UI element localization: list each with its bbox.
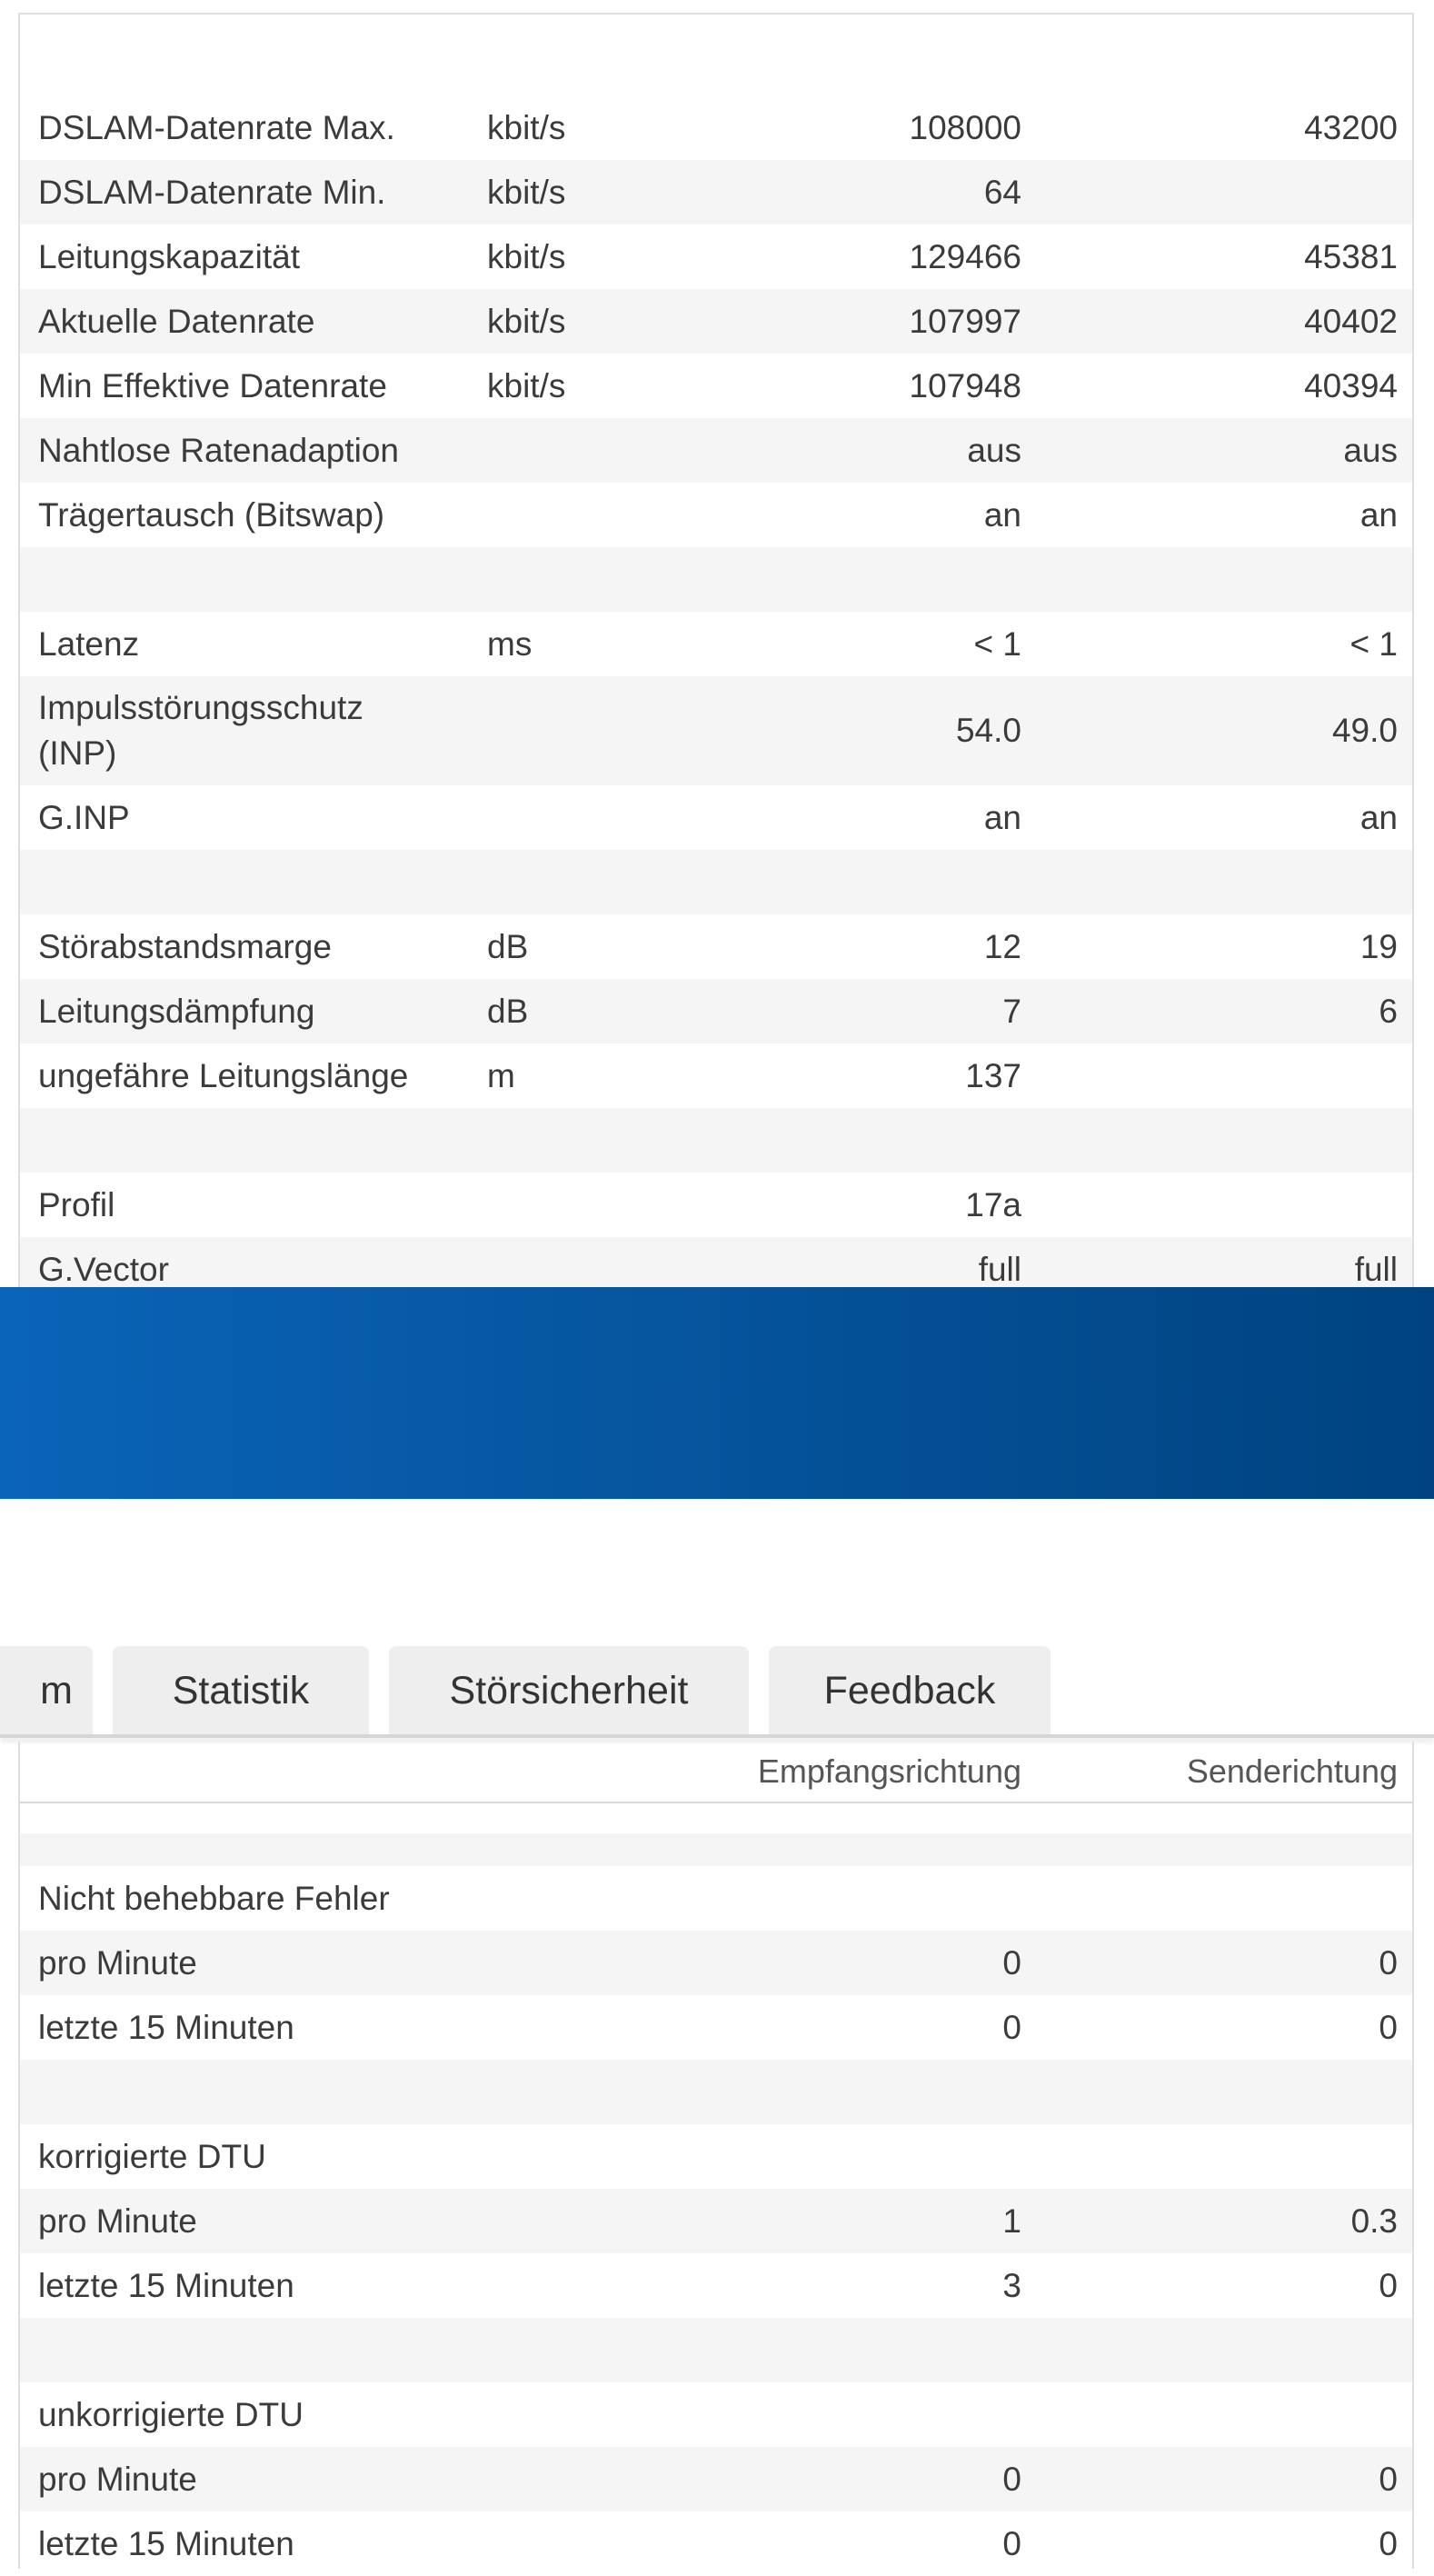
row-value-tx: 0: [1379, 1943, 1398, 1982]
row-value-rx: 108000: [909, 108, 1021, 146]
row-value-tx: 49.0: [1331, 712, 1398, 749]
row-value-rx: 107997: [909, 302, 1021, 340]
row-value-tx: 6: [1379, 992, 1398, 1030]
row-unit: kbit/s: [487, 108, 566, 146]
row-label: letzte 15 Minuten: [38, 2524, 294, 2562]
row-value-rx: 1: [1002, 2202, 1021, 2240]
table-row: [20, 225, 1412, 289]
row-label: Trägertausch (Bitswap): [38, 495, 385, 534]
row-value-tx: 40394: [1304, 366, 1398, 404]
row-unit: kbit/s: [487, 173, 566, 211]
row-label: Min Effektive Datenrate: [38, 366, 387, 404]
row-value-tx: 0: [1379, 2266, 1398, 2304]
row-value-tx: 40402: [1304, 302, 1398, 340]
row-value-tx: an: [1359, 495, 1398, 534]
table-row-spacer: [20, 850, 1412, 914]
table-row: [20, 95, 1412, 160]
row-label: letzte 15 Minuten: [38, 2266, 294, 2304]
tab-stoersicherheit[interactable]: [389, 1646, 749, 1735]
row-value-tx: full: [1354, 1250, 1398, 1288]
header-rx-direction: Empfangsrichtung: [757, 1752, 1021, 1790]
table-row: [20, 1931, 1412, 1995]
row-label: Profil: [38, 1185, 115, 1223]
table-row-spacer: [20, 2318, 1412, 2382]
table-row: [20, 483, 1412, 547]
table-row: [20, 914, 1412, 979]
tab-label: m: [40, 1668, 73, 1712]
table-row: [20, 289, 1412, 354]
row-label: Störabstandsmarge: [38, 927, 332, 965]
row-value-tx: an: [1359, 798, 1398, 836]
row-value-tx: 0: [1379, 2524, 1398, 2562]
row-value-rx: an: [983, 798, 1021, 836]
row-value-rx: 54.0: [955, 712, 1021, 749]
tab-label: Störsicherheit: [449, 1668, 689, 1712]
section-heading-row: [20, 2124, 1412, 2189]
row-value-tx: 0.3: [1350, 2202, 1398, 2240]
row-value-tx: 0: [1379, 2008, 1398, 2046]
tab-overview[interactable]: [0, 1646, 93, 1735]
table-row-spacer: [20, 547, 1412, 612]
row-label: unkorrigierte DTU: [38, 2395, 304, 2433]
row-label: DSLAM-Datenrate Max.: [38, 108, 395, 146]
row-value-rx: 129466: [909, 237, 1021, 275]
table-row: [20, 612, 1412, 676]
row-unit: m: [487, 1056, 515, 1094]
table-row: [20, 785, 1412, 850]
row-label: letzte 15 Minuten: [38, 2008, 294, 2046]
section-heading-row: [20, 1866, 1412, 1931]
row-unit: dB: [487, 992, 529, 1030]
tab-feedback[interactable]: [769, 1646, 1051, 1735]
row-value-rx: 12: [983, 927, 1021, 965]
row-label: Nicht behebbare Fehler: [38, 1879, 390, 1917]
table-row: [20, 160, 1412, 225]
table-row-spacer: [20, 1108, 1412, 1173]
row-value-rx: 64: [983, 173, 1021, 211]
row-label: G.INP: [38, 798, 130, 836]
table-row: [20, 1173, 1412, 1237]
row-unit: kbit/s: [487, 237, 566, 275]
table-row-spacer: [20, 1833, 1412, 1866]
row-label: Latenz: [38, 624, 140, 663]
row-value-tx: < 1: [1349, 624, 1398, 663]
row-value-rx: 0: [1002, 1943, 1021, 1982]
row-value-tx: 45381: [1304, 237, 1398, 275]
table-row: [20, 418, 1412, 483]
table-row: [20, 979, 1412, 1043]
row-value-rx: aus: [967, 431, 1021, 469]
table-row: [20, 2447, 1412, 2511]
row-unit: ms: [487, 624, 533, 663]
row-label: korrigierte DTU: [38, 2137, 266, 2175]
row-label: G.Vector: [38, 1250, 169, 1288]
row-value-tx: 43200: [1304, 108, 1398, 146]
row-value-rx: 137: [965, 1056, 1021, 1094]
tab-statistik[interactable]: [113, 1646, 369, 1735]
row-value-rx: 0: [1002, 2460, 1021, 2498]
row-unit: kbit/s: [487, 302, 566, 340]
row-label: Impulsstörungsschutz (INP): [38, 689, 363, 772]
row-value-rx: 107948: [909, 366, 1021, 404]
row-label: pro Minute: [38, 1943, 197, 1982]
row-label: pro Minute: [38, 2202, 197, 2240]
row-value-rx: 7: [1002, 992, 1021, 1030]
table-row: [20, 2253, 1412, 2318]
error-statistics-table: [18, 1742, 1414, 2569]
row-unit: kbit/s: [487, 366, 566, 404]
table-row: [20, 1995, 1412, 2060]
tab-label: Feedback: [823, 1668, 996, 1712]
table-row: [20, 1043, 1412, 1108]
row-value-rx: an: [983, 495, 1021, 534]
row-value-rx: 17a: [965, 1185, 1021, 1223]
tab-bar-divider: [0, 1734, 1434, 1738]
table-row: [20, 2189, 1412, 2253]
row-value-tx: aus: [1343, 431, 1398, 469]
row-value-rx: 0: [1002, 2008, 1021, 2046]
row-value-tx: 0: [1379, 2460, 1398, 2498]
line-data-table: [18, 13, 1414, 1287]
row-label: Aktuelle Datenrate: [38, 302, 315, 340]
row-label: Leitungskapazität: [38, 237, 300, 275]
header-banner: [0, 1287, 1434, 1499]
row-value-rx: 0: [1002, 2524, 1021, 2562]
table-row: [20, 2511, 1412, 2576]
row-label: ungefähre Leitungslänge: [38, 1056, 409, 1094]
row-value-rx: 3: [1002, 2266, 1021, 2304]
row-label: Nahtlose Ratenadaption: [38, 431, 400, 469]
row-value-rx: full: [978, 1250, 1021, 1288]
table-header: [20, 1742, 1412, 1803]
row-unit: dB: [487, 927, 529, 965]
row-label: Leitungsdämpfung: [38, 992, 315, 1030]
header-tx-direction: Senderichtung: [1186, 1752, 1398, 1790]
row-label: DSLAM-Datenrate Min.: [38, 173, 386, 211]
row-value-tx: 19: [1359, 927, 1398, 965]
section-heading-row: [20, 2382, 1412, 2447]
row-label: pro Minute: [38, 2460, 197, 2498]
tab-label: Statistik: [172, 1668, 310, 1712]
table-row-spacer: [20, 2060, 1412, 2124]
table-row: [20, 676, 1412, 785]
table-row: [20, 354, 1412, 418]
row-value-rx: < 1: [973, 624, 1021, 663]
